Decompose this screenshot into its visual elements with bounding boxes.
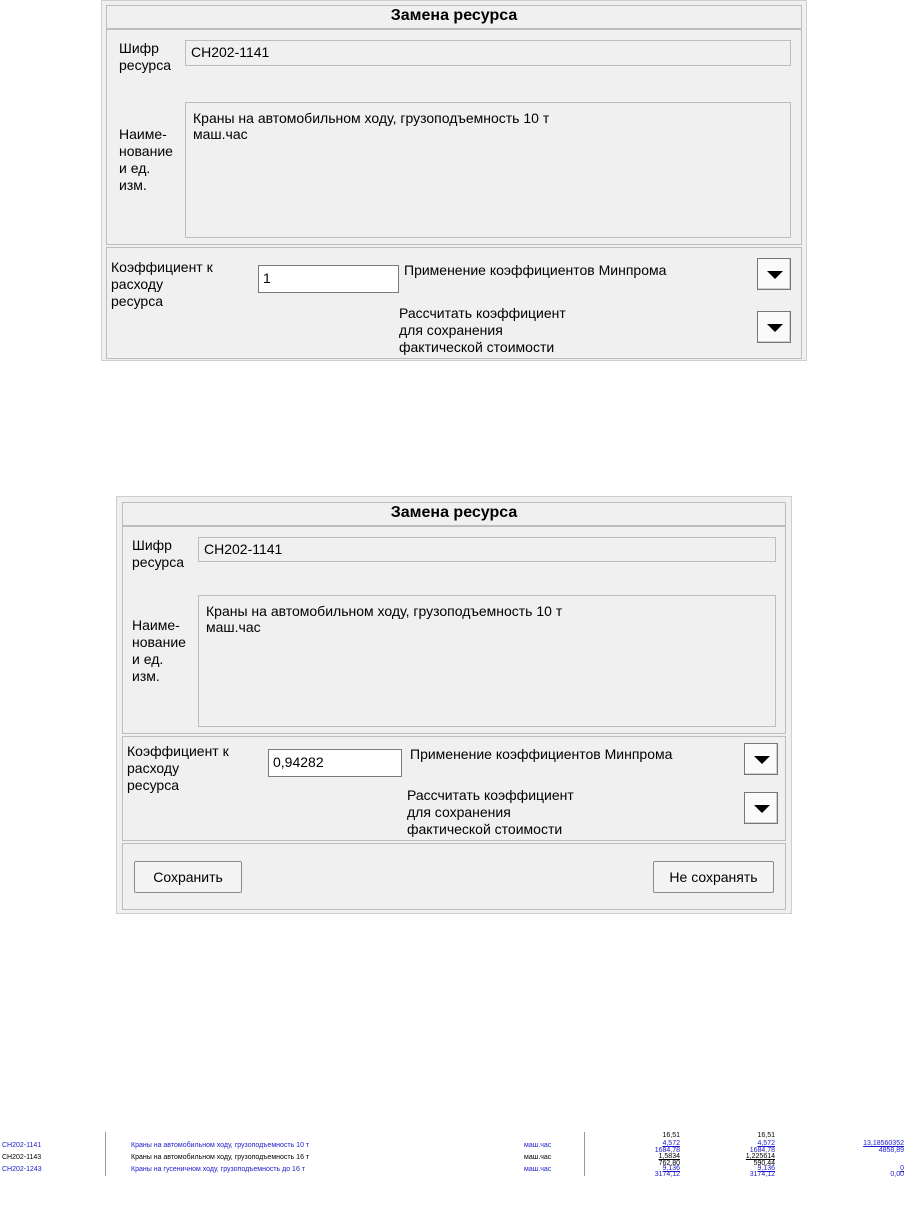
row3-c3-bottom: 0,00 bbox=[890, 1171, 904, 1178]
column-divider bbox=[105, 1132, 106, 1176]
chevron-down-icon bbox=[767, 271, 783, 279]
row3-c2-top[interactable]: 9,136 bbox=[757, 1165, 775, 1172]
row1-c2-top[interactable]: 4,572 bbox=[757, 1140, 775, 1147]
resource-name-textarea[interactable] bbox=[185, 102, 791, 238]
name-label-line1: Наиме- bbox=[119, 126, 167, 142]
row3-code[interactable]: СН202-1243 bbox=[2, 1166, 42, 1173]
resource-name-textarea[interactable] bbox=[198, 595, 776, 727]
resource-info-panel bbox=[106, 29, 802, 245]
name-label-line4: изм. bbox=[132, 668, 160, 684]
minprom-dropdown-button[interactable] bbox=[757, 258, 791, 290]
calc-label-line2: для сохранения bbox=[407, 804, 511, 820]
coef-label-line3: ресурса bbox=[127, 777, 179, 793]
resource-table-fragment bbox=[0, 1132, 906, 1176]
code-label-line2: ресурса bbox=[119, 57, 171, 73]
row2-c1-top[interactable]: 1,5834 bbox=[658, 1153, 680, 1160]
chevron-down-icon bbox=[754, 756, 770, 764]
row3-unit: маш.час bbox=[524, 1166, 552, 1173]
calc-label-line3: фактической стоимости bbox=[399, 339, 555, 355]
row2-c2-top[interactable]: 1,225614 bbox=[745, 1153, 775, 1160]
name-label-line2: нование bbox=[132, 634, 186, 650]
row3-c2-bottom: 3174,12 bbox=[749, 1171, 775, 1178]
row1-c3-bottom: 4858,89 bbox=[878, 1147, 904, 1154]
coef-label-line1: Коэффициент к bbox=[111, 259, 213, 275]
coef-label-line2: расходу bbox=[111, 276, 164, 292]
column-divider bbox=[584, 1132, 585, 1176]
top-value-c1: 16,51 bbox=[662, 1132, 680, 1139]
coefficient-input[interactable]: 0,94282 bbox=[268, 749, 402, 777]
action-buttons-panel bbox=[122, 843, 786, 910]
row1-name[interactable]: Краны на автомобильном ходу, грузоподъемность 10 т bbox=[131, 1142, 310, 1149]
minprom-label: Применение коэффициентов Минпрома bbox=[404, 262, 667, 278]
calc-label-line1: Рассчитать коэффициент bbox=[407, 787, 574, 803]
row3-c1-top[interactable]: 9,136 bbox=[662, 1165, 680, 1172]
resource-name-line2: маш.час bbox=[206, 619, 261, 635]
resource-code-field[interactable]: СН202-1141 bbox=[198, 537, 776, 562]
resource-replace-dialog-1 bbox=[101, 0, 807, 361]
no-save-button[interactable]: Не сохранять bbox=[653, 861, 774, 893]
minprom-label: Применение коэффициентов Минпрома bbox=[410, 746, 673, 762]
row2-c1-bottom: 762,80 bbox=[658, 1160, 680, 1167]
name-label-line1: Наиме- bbox=[132, 617, 180, 633]
row3-c1-bottom: 3174,12 bbox=[654, 1171, 680, 1178]
calc-coef-dropdown-button[interactable] bbox=[744, 792, 778, 824]
dialog-title: Замена ресурса bbox=[106, 5, 802, 29]
coefficient-input[interactable]: 1 bbox=[258, 265, 399, 293]
code-label-line1: Шифр bbox=[132, 537, 172, 553]
resource-replace-dialog-2 bbox=[116, 496, 792, 914]
coef-label-line3: ресурса bbox=[111, 293, 163, 309]
row2-unit: маш.час bbox=[524, 1154, 552, 1161]
row1-c1-top[interactable]: 4,572 bbox=[662, 1140, 680, 1147]
name-label-line4: изм. bbox=[119, 177, 147, 193]
row3-c3-top[interactable]: 0 bbox=[900, 1165, 904, 1172]
row1-c1-bottom: 1684,78 bbox=[654, 1147, 680, 1154]
coefficient-panel bbox=[106, 247, 802, 359]
top-value-c2: 16,51 bbox=[757, 1132, 775, 1139]
resource-name-line2: маш.час bbox=[193, 126, 248, 142]
row3-name[interactable]: Краны на гусеничном ходу, грузоподъемность до 16 т bbox=[131, 1166, 305, 1173]
row1-c3-top[interactable]: 13,18560352 bbox=[863, 1140, 904, 1147]
row2-code[interactable]: СН202-1143 bbox=[2, 1154, 42, 1161]
chevron-down-icon bbox=[754, 805, 770, 813]
calc-label-line3: фактической стоимости bbox=[407, 821, 563, 837]
coef-label-line1: Коэффициент к bbox=[127, 743, 229, 759]
row1-c2-bottom: 1684,78 bbox=[749, 1147, 775, 1154]
resource-name-line1: Краны на автомобильном ходу, грузоподъемность 10 т bbox=[206, 603, 563, 619]
calc-coef-dropdown-button[interactable] bbox=[757, 311, 791, 343]
resource-code-field[interactable]: СН202-1141 bbox=[185, 40, 791, 66]
save-button[interactable]: Сохранить bbox=[134, 861, 242, 893]
row1-code[interactable]: СН202-1141 bbox=[2, 1142, 42, 1149]
row2-c2-bottom: 590,44 bbox=[753, 1160, 775, 1167]
minprom-dropdown-button[interactable] bbox=[744, 743, 778, 775]
name-label-line2: нование bbox=[119, 143, 173, 159]
name-label-line3: и ед. bbox=[132, 651, 164, 667]
row1-unit: маш.час bbox=[524, 1142, 552, 1149]
coef-label-line2: расходу bbox=[127, 760, 180, 776]
code-label-line1: Шифр bbox=[119, 40, 159, 56]
code-label-line2: ресурса bbox=[132, 554, 184, 570]
name-label-line3: и ед. bbox=[119, 160, 151, 176]
calc-label-line2: для сохранения bbox=[399, 322, 503, 338]
calc-label-line1: Рассчитать коэффициент bbox=[399, 305, 566, 321]
resource-info-panel bbox=[122, 526, 786, 734]
row2-name[interactable]: Краны на автомобильном ходу, грузоподъемность 16 т bbox=[131, 1154, 310, 1161]
coefficient-panel bbox=[122, 736, 786, 841]
chevron-down-icon bbox=[767, 324, 783, 332]
resource-name-line1: Краны на автомобильном ходу, грузоподъемность 10 т bbox=[193, 110, 550, 126]
dialog-title: Замена ресурса bbox=[122, 502, 786, 526]
